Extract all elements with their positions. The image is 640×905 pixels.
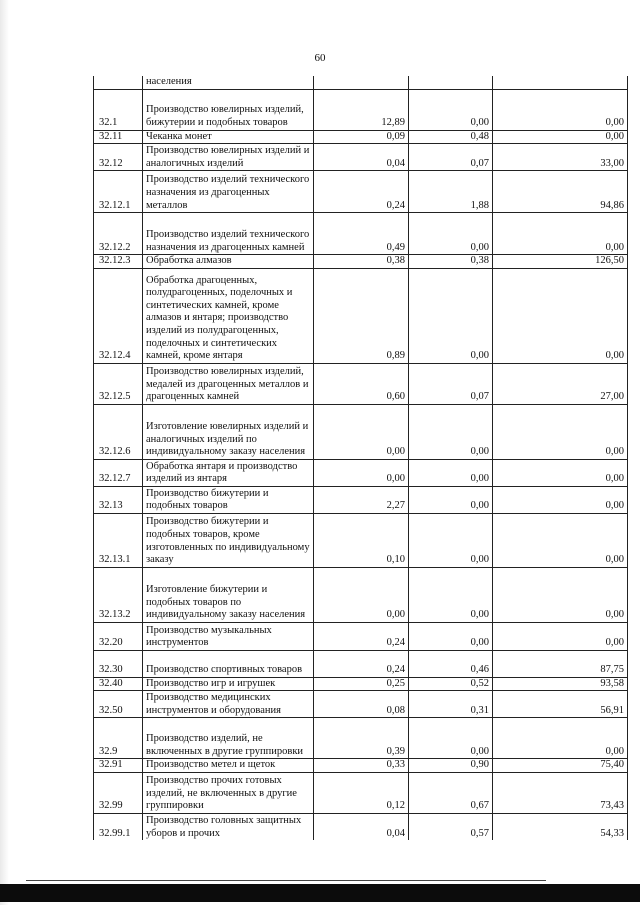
row-code-cell: 32.20 xyxy=(94,622,143,650)
row-name-cell: населения xyxy=(143,76,314,89)
row-value-1-cell: 12,89 xyxy=(314,89,409,130)
row-name-cell: Изготовление бижутерии и подобных товаров по индивидуальному заказу населения xyxy=(143,567,314,622)
row-value-2-cell: 0,00 xyxy=(409,89,493,130)
row-value-1-cell: 0,00 xyxy=(314,567,409,622)
row-value-1-cell: 0,04 xyxy=(314,813,409,840)
row-value-2-cell: 0,52 xyxy=(409,677,493,691)
row-name-cell: Обработка алмазов xyxy=(143,255,314,269)
row-value-3-cell: 33,00 xyxy=(493,144,628,171)
row-code-cell: 32.13.1 xyxy=(94,513,143,567)
table-row xyxy=(94,255,628,269)
row-value-3-cell: 0,00 xyxy=(493,89,628,130)
row-code-cell: 32.12.1 xyxy=(94,171,143,213)
row-code-cell: 32.11 xyxy=(94,130,143,144)
table-row xyxy=(94,459,628,486)
row-name-cell: Производство изделий технического назначения из драгоценных камней xyxy=(143,213,314,255)
row-value-1-cell: 0,49 xyxy=(314,213,409,255)
row-value-3-cell: 56,91 xyxy=(493,691,628,718)
row-code-cell xyxy=(94,76,143,89)
row-value-2-cell: 0,07 xyxy=(409,363,493,404)
row-value-1-cell: 0,89 xyxy=(314,268,409,363)
row-value-2-cell: 0,00 xyxy=(409,513,493,567)
table-row xyxy=(94,677,628,691)
row-code-cell: 32.12 xyxy=(94,144,143,171)
row-value-3-cell: 93,58 xyxy=(493,677,628,691)
row-value-2-cell: 0,00 xyxy=(409,213,493,255)
row-value-2-cell: 0,00 xyxy=(409,404,493,459)
row-code-cell: 32.12.7 xyxy=(94,459,143,486)
row-value-1-cell: 0,00 xyxy=(314,459,409,486)
row-value-3-cell: 0,00 xyxy=(493,268,628,363)
row-value-1-cell: 0,08 xyxy=(314,691,409,718)
row-name-cell: Производство ювелирных изделий, бижутерии и подобных товаров xyxy=(143,89,314,130)
row-name-cell: Производство бижутерии и подобных товаров, кроме изготовленных по индивидуальному заказу xyxy=(143,513,314,567)
row-value-3-cell: 0,00 xyxy=(493,567,628,622)
row-value-1-cell: 0,24 xyxy=(314,171,409,213)
row-value-2-cell: 0,00 xyxy=(409,718,493,759)
table-row xyxy=(94,213,628,255)
row-value-1-cell: 0,04 xyxy=(314,144,409,171)
row-code-cell: 32.30 xyxy=(94,650,143,677)
row-value-1-cell: 0,10 xyxy=(314,513,409,567)
row-value-3-cell: 0,00 xyxy=(493,213,628,255)
row-value-1-cell: 0,38 xyxy=(314,255,409,269)
table-row xyxy=(94,513,628,567)
row-value-1-cell: 0,12 xyxy=(314,772,409,813)
row-name-cell: Производство ювелирных изделий и аналогичных изделий xyxy=(143,144,314,171)
row-code-cell: 32.40 xyxy=(94,677,143,691)
row-value-3-cell xyxy=(493,76,628,89)
scan-edge-shadow xyxy=(0,0,9,905)
row-code-cell: 32.9 xyxy=(94,718,143,759)
row-value-3-cell: 0,00 xyxy=(493,622,628,650)
table-row xyxy=(94,759,628,773)
row-name-cell: Обработка янтаря и производство изделий из янтаря xyxy=(143,459,314,486)
row-name-cell: Производство медицинских инструментов и оборудования xyxy=(143,691,314,718)
table-row xyxy=(94,76,628,89)
row-name-cell: Производство изделий технического назначения из драгоценных металлов xyxy=(143,171,314,213)
row-value-1-cell: 0,24 xyxy=(314,650,409,677)
row-value-2-cell: 0,90 xyxy=(409,759,493,773)
row-code-cell: 32.12.5 xyxy=(94,363,143,404)
row-name-cell: Изготовление ювелирных изделий и аналогичных изделий по индивидуальному заказу населения xyxy=(143,404,314,459)
row-value-2-cell: 0,00 xyxy=(409,622,493,650)
row-value-2-cell: 0,00 xyxy=(409,268,493,363)
row-value-1-cell: 0,24 xyxy=(314,622,409,650)
row-name-cell: Обработка драгоценных, полудрагоценных, поделочных и синтетических камней, кроме алмазов и янтаря; производство изделий из полудрагоценных, поделочных и синтетических камней, кроме янтаря xyxy=(143,268,314,363)
row-value-3-cell: 87,75 xyxy=(493,650,628,677)
row-value-3-cell: 0,00 xyxy=(493,404,628,459)
table-row xyxy=(94,691,628,718)
table-row xyxy=(94,486,628,513)
row-code-cell: 32.50 xyxy=(94,691,143,718)
row-value-2-cell: 0,38 xyxy=(409,255,493,269)
table-row xyxy=(94,813,628,840)
row-value-3-cell: 27,00 xyxy=(493,363,628,404)
row-value-1-cell: 0,25 xyxy=(314,677,409,691)
row-value-2-cell: 0,31 xyxy=(409,691,493,718)
row-code-cell: 32.12.4 xyxy=(94,268,143,363)
page-number: 60 xyxy=(314,52,326,64)
row-value-1-cell: 0,39 xyxy=(314,718,409,759)
row-name-cell: Производство игр и игрушек xyxy=(143,677,314,691)
row-name-cell: Производство головных защитных уборов и прочих xyxy=(143,813,314,840)
row-value-2-cell: 0,57 xyxy=(409,813,493,840)
row-name-cell: Производство музыкальных инструментов xyxy=(143,622,314,650)
row-value-3-cell: 0,00 xyxy=(493,486,628,513)
row-code-cell: 32.12.6 xyxy=(94,404,143,459)
row-code-cell: 32.1 xyxy=(94,89,143,130)
table-row xyxy=(94,144,628,171)
row-code-cell: 32.12.2 xyxy=(94,213,143,255)
row-value-2-cell: 0,07 xyxy=(409,144,493,171)
table-body xyxy=(94,76,628,840)
row-value-1-cell: 0,33 xyxy=(314,759,409,773)
row-code-cell: 32.13 xyxy=(94,486,143,513)
row-value-2-cell: 0,00 xyxy=(409,567,493,622)
table-row xyxy=(94,650,628,677)
row-name-cell: Чеканка монет xyxy=(143,130,314,144)
row-value-2-cell xyxy=(409,76,493,89)
table-row xyxy=(94,567,628,622)
row-code-cell: 32.91 xyxy=(94,759,143,773)
row-value-2-cell: 0,46 xyxy=(409,650,493,677)
data-table xyxy=(93,76,628,840)
row-value-3-cell: 94,86 xyxy=(493,171,628,213)
row-value-3-cell: 126,50 xyxy=(493,255,628,269)
table-row xyxy=(94,404,628,459)
row-value-3-cell: 0,00 xyxy=(493,513,628,567)
row-code-cell: 32.12.3 xyxy=(94,255,143,269)
table-row xyxy=(94,268,628,363)
row-value-2-cell: 0,67 xyxy=(409,772,493,813)
row-value-1-cell: 0,00 xyxy=(314,404,409,459)
row-code-cell: 32.99.1 xyxy=(94,813,143,840)
row-value-3-cell: 0,00 xyxy=(493,718,628,759)
row-value-2-cell: 0,00 xyxy=(409,459,493,486)
row-name-cell: Производство прочих готовых изделий, не включенных в другие группировки xyxy=(143,772,314,813)
table-row xyxy=(94,772,628,813)
row-name-cell: Производство изделий, не включенных в другие группировки xyxy=(143,718,314,759)
row-value-1-cell: 2,27 xyxy=(314,486,409,513)
table-row xyxy=(94,130,628,144)
row-value-1-cell: 0,60 xyxy=(314,363,409,404)
row-code-cell: 32.99 xyxy=(94,772,143,813)
row-name-cell: Производство спортивных товаров xyxy=(143,650,314,677)
row-name-cell: Производство бижутерии и подобных товаров xyxy=(143,486,314,513)
row-value-2-cell: 1,88 xyxy=(409,171,493,213)
row-value-3-cell: 54,33 xyxy=(493,813,628,840)
row-value-3-cell: 0,00 xyxy=(493,459,628,486)
table-row xyxy=(94,89,628,130)
row-code-cell: 32.13.2 xyxy=(94,567,143,622)
row-name-cell: Производство ювелирных изделий, медалей из драгоценных металлов и драгоценных камней xyxy=(143,363,314,404)
footer-divider xyxy=(26,880,546,881)
row-value-3-cell: 0,00 xyxy=(493,130,628,144)
row-value-1-cell xyxy=(314,76,409,89)
row-value-1-cell: 0,09 xyxy=(314,130,409,144)
scan-bottom-border xyxy=(0,884,640,902)
table-row xyxy=(94,718,628,759)
row-value-2-cell: 0,00 xyxy=(409,486,493,513)
row-name-cell: Производство метел и щеток xyxy=(143,759,314,773)
table-row xyxy=(94,622,628,650)
row-value-2-cell: 0,48 xyxy=(409,130,493,144)
table-row xyxy=(94,171,628,213)
row-value-3-cell: 73,43 xyxy=(493,772,628,813)
table-row xyxy=(94,363,628,404)
row-value-3-cell: 75,40 xyxy=(493,759,628,773)
